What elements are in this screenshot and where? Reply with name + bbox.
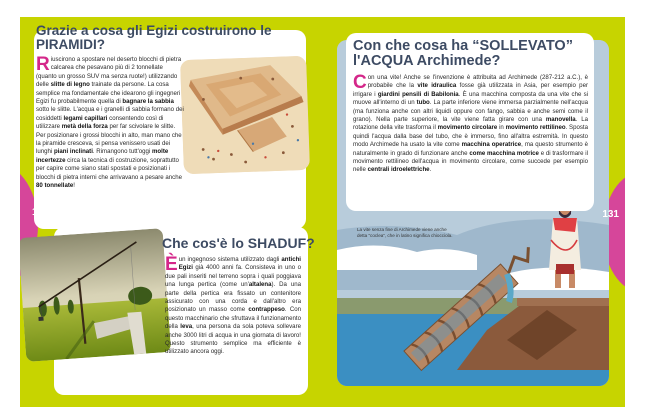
shaduf-title: Che cos'è lo SHADUF? bbox=[162, 235, 315, 251]
shaduf-body bbox=[165, 256, 301, 357]
archimedes-body bbox=[353, 74, 588, 175]
archimedes-title: Con che cosa ha “SOLLEVATO” l'ACQUA Archimede? bbox=[353, 38, 573, 70]
book-spread bbox=[20, 17, 625, 407]
illustration-caption: La vite senza fine di Archimede viene anche detta “coclea”, che in latino significa chiocciola. bbox=[357, 227, 453, 238]
drop-cap: È bbox=[165, 254, 178, 275]
shaduf-paragraph: un ingegnoso sistema utilizzato dagli antichi Egizi già 4000 anni fa. Consisteva in uno o due pali inseriti nel terreno sopra i quali poggiava una lunga pertica (come un'altalena). Da una parte della pertica era fissato un contenitore assicurato con una corda e dall'altro era posizionato un masso come contrappeso. Con questo macchinario che sfruttava il funzionamento della leva, una persona da sola poteva sollevare anche 3000 litri di acqua in una giornata di lavoro! Questo strumento semplice ma efficiente è utilizzato ancora oggi. bbox=[165, 256, 301, 356]
drop-cap: C bbox=[353, 72, 367, 93]
drop-cap: R bbox=[36, 54, 50, 75]
shaduf-photo bbox=[20, 228, 171, 362]
archimedes-paragraph: on una vite! Anche se l'invenzione è attribuita ad Archimede (287-212 a.C.), è probabile che la vite idraulica fosse già utilizzata in Asia, per esempio per irrigare i giardini pensili di Babilonia. È una macchina composta da una vite che si muove all'interno di un tubo. La parte inferiore viene immersa parzialmente nell'acqua (ma funziona anche con altri liquidi oppure con fango, sabbia e anche semi come il grano). Nella parte superiore, la vite viene fatta girare con una manovella. La rotazione della vite trasforma il movimento circolare in movimento rettilineo. Sposta quindi l'acqua dalla base del tubo, che è immerso, fino all'altra estremità. In questo modo Archimede ha usato la vite come macchina operatrice, ma questo strumento è naturalmente in grado di funzionare anche come macchina motrice e di trasformare il movimento rettilineo dell'acqua in movimento circolare, come succede per esempio nelle centrali idroelettriche. bbox=[353, 74, 589, 174]
pyramid-construction-illustration bbox=[180, 56, 310, 174]
page-number-right: 131 bbox=[602, 209, 619, 220]
pyramids-title: Grazie a cosa gli Egizi costruirono le PIRAMIDI? bbox=[36, 23, 272, 53]
pyramids-paragraph: iuscirono a spostare nel deserto blocchi di pietra calcarea che pesavano più di 2 tonnellate (quanto un grosso SUV ma senza ruote!) utilizzando delle slitte di legno trainate da persone. La cosa semplice ma fondamentale che idearono gli ingegneri Egizi fu probabilmente quella di bagnare la sabbia sotto le slitte. L'acqua e i granelli di sabbia formano dei cosiddetti legami capillari consentendo così di utilizzare metà della forza per far scivolare le slitte. Per posizionare i grossi blocchi in alto, man mano che la piramide cresceva, si pensa venissero usati dei lunghi piani inclinati. Rimangono tutt'oggi molte incertezze circa la tecnica di costruzione, soprattutto per capire come siano stati spostati e posizionati i blocchi di pietra interni che arrivavano a pesare anche 80 tonnellate! bbox=[36, 56, 184, 190]
page-number-left: 130 bbox=[32, 207, 49, 218]
pyramids-body bbox=[36, 56, 184, 191]
